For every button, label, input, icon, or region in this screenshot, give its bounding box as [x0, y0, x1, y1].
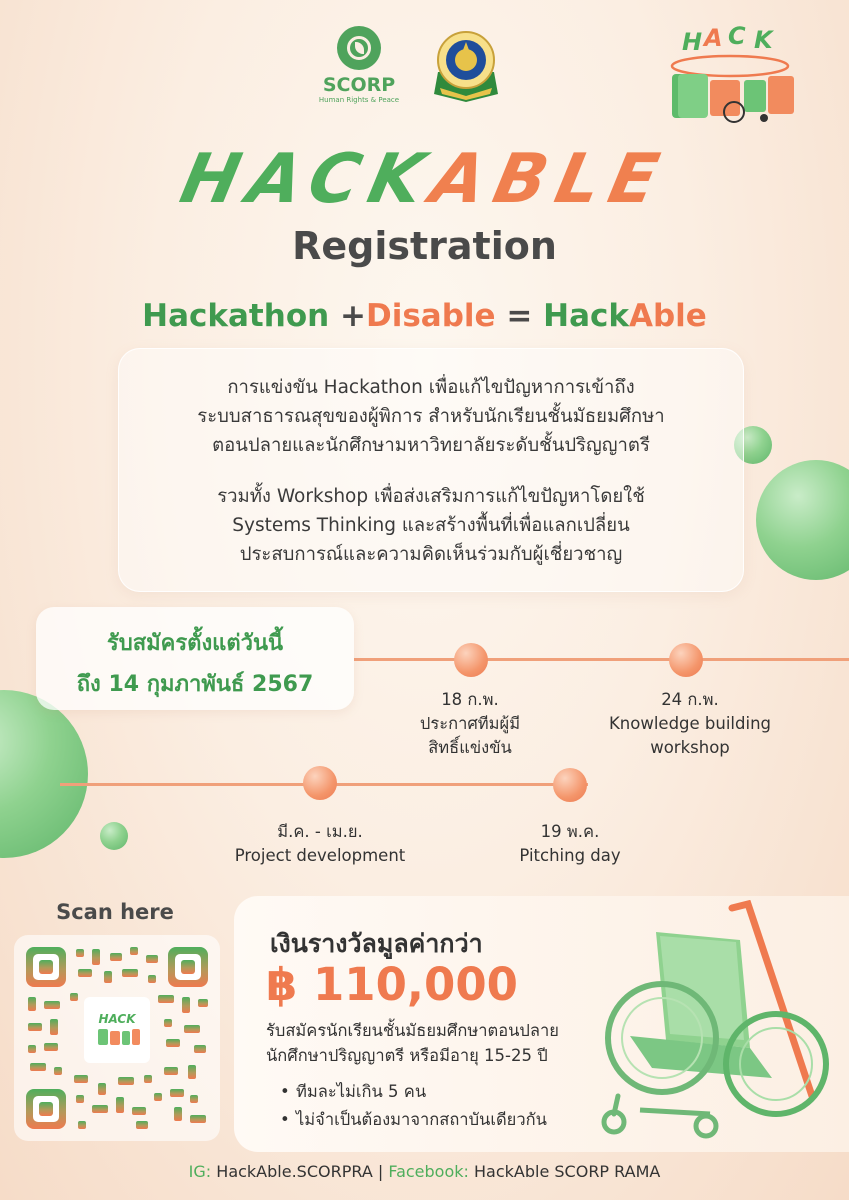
footer-facebook-label: Facebook: — [388, 1162, 469, 1181]
equation-line — [0, 298, 849, 334]
timeline-event: สิทธิ์แข่งขัน — [428, 738, 512, 757]
equation-hackathon: Hackathon — [142, 298, 330, 334]
timeline-dot — [669, 643, 703, 677]
hackable-logo-icon — [660, 18, 800, 128]
registration-heading: Registration — [292, 224, 557, 268]
prize-amount: ฿ 110,000 — [266, 958, 518, 1011]
wheelchair-icon — [600, 900, 840, 1148]
registration-period-line-1: รับสมัครตั้งแต่วันนี้ — [106, 631, 284, 656]
timeline-item-1 — [380, 688, 560, 760]
description-paragraph-2 — [119, 482, 743, 569]
qr-card — [14, 935, 220, 1141]
timeline-date: 19 พ.ค. — [540, 822, 600, 841]
prize-title: เงินรางวัลมูลค่ากว่า — [270, 929, 483, 958]
scorp-subtitle: Human Rights & Peace — [318, 96, 400, 104]
list-item: • ทีมละไม่เกิน 5 คน — [280, 1078, 547, 1106]
equation-disable: Disable — [365, 298, 496, 334]
description-line: ประสบการณ์และความคิดเห็นร่วมกับผู้เชี่ยวชาญ — [239, 544, 623, 565]
scan-here-label: Scan here — [56, 900, 174, 924]
footer-separator: | — [377, 1162, 384, 1181]
eligibility-line: นักศึกษาปริญญาตรี หรือมีอายุ 15-25 ปี — [266, 1046, 548, 1065]
description-paragraph-1 — [119, 373, 743, 460]
scorp-name: SCORP — [322, 74, 396, 96]
prize-rules-list — [280, 1078, 547, 1134]
description-card — [118, 348, 744, 592]
timeline-item-2 — [580, 688, 800, 760]
main-title — [0, 140, 849, 219]
description-line: รวมทั้ง Workshop เพื่อส่งเสริมการแก้ไขปัญหาโดยใช้ — [217, 486, 645, 507]
prize-eligibility — [266, 1018, 559, 1068]
description-line: ตอนปลายและนักศึกษามหาวิทยาลัยระดับชั้นปริญญาตรี — [212, 435, 650, 456]
svg-text:A: A — [704, 24, 723, 52]
equation-able: Able — [628, 298, 707, 334]
scorp-emblem-icon — [337, 26, 381, 70]
description-line: การแข่งขัน Hackathon เพื่อแก้ไขปัญหาการเข้าถึง — [227, 377, 635, 398]
footer-contact — [0, 1162, 849, 1181]
footer-facebook-link[interactable]: HackAble SCORP RAMA — [474, 1162, 661, 1181]
footer-ig-label: IG: — [188, 1162, 212, 1181]
timeline-date: มี.ค. - เม.ย. — [277, 822, 363, 841]
svg-text:H: H — [682, 28, 706, 56]
timeline-dot — [454, 643, 488, 677]
timeline-item-3 — [220, 820, 420, 868]
registration-period-line-2: ถึง 14 กุมภาพันธ์ 2567 — [76, 672, 314, 697]
timeline-event: Pitching day — [519, 846, 621, 865]
equation-plus: + — [339, 298, 366, 334]
timeline-event: workshop — [650, 738, 730, 757]
timeline-date: 24 ก.พ. — [661, 690, 719, 709]
title-hack: HACK — [173, 140, 441, 219]
decorative-ball-large-right — [756, 460, 849, 580]
registration-period-box — [36, 607, 354, 710]
timeline-date: 18 ก.พ. — [441, 690, 499, 709]
decorative-ball-large-left — [0, 690, 88, 858]
timeline-dot — [303, 766, 337, 800]
timeline-dot — [553, 768, 587, 802]
university-seal-icon — [430, 28, 502, 106]
timeline-event: Project development — [234, 846, 406, 865]
qr-code-icon[interactable] — [14, 935, 220, 1141]
svg-text:K: K — [754, 26, 773, 54]
description-line: ระบบสาธารณสุขของผู้พิการ สำหรับนักเรียนชั้นมัธยมศึกษา — [197, 406, 665, 427]
footer-ig-link[interactable]: HackAble.SCORPRA — [216, 1162, 373, 1181]
timeline-event: Knowledge building — [608, 714, 772, 733]
title-able: ABLE — [423, 140, 676, 219]
equation-hack: Hack — [543, 298, 629, 334]
equation-equals: = — [506, 298, 533, 334]
list-item: • ไม่จำเป็นต้องมาจากสถาบันเดียวกัน — [280, 1106, 547, 1134]
timeline-line-upper — [354, 658, 849, 661]
svg-text:C: C — [728, 22, 746, 50]
timeline-item-4 — [490, 820, 650, 868]
eligibility-line: รับสมัครนักเรียนชั้นมัธยมศึกษาตอนปลาย — [266, 1021, 559, 1040]
svg-text:HACK: HACK — [98, 1012, 136, 1026]
timeline-event: ประกาศทีมผู้มี — [419, 714, 521, 733]
scorp-logo — [318, 26, 400, 112]
description-line: Systems Thinking และสร้างพื้นที่เพื่อแลกเปลี่ยน — [232, 515, 630, 536]
decorative-ball-small-left — [100, 822, 128, 850]
